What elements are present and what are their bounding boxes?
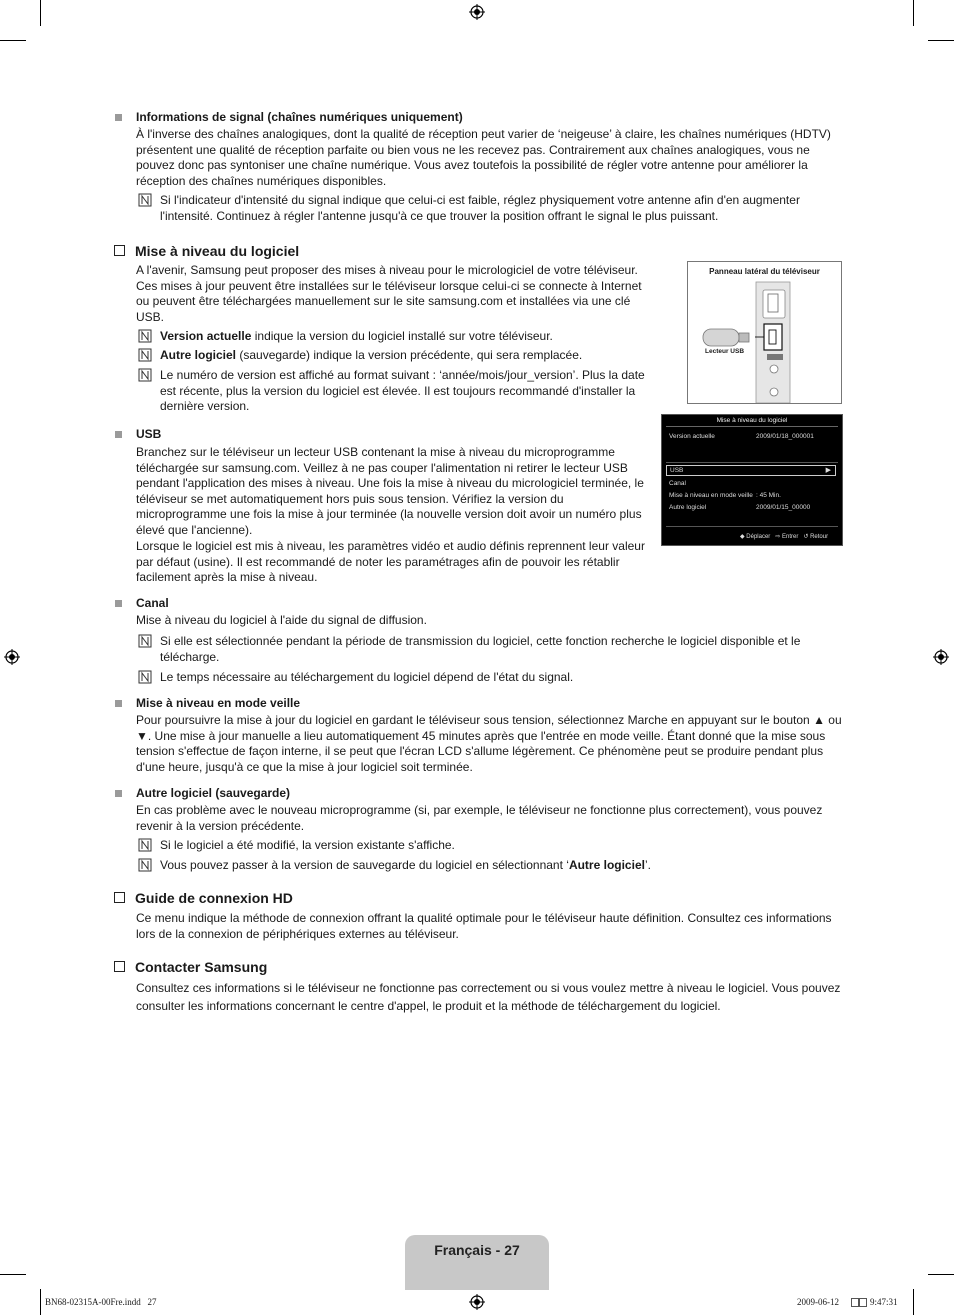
registration-mark-icon [4, 649, 20, 665]
menu-item-alt-software[interactable]: Autre logiciel [669, 504, 707, 511]
crop-mark [0, 1274, 26, 1275]
autre-note-2 [160, 858, 844, 874]
menu-version-label: Version actuelle [669, 433, 715, 440]
footer-date: 2009-06-12 [797, 1297, 839, 1307]
upgrade-note-format: Le numéro de version est affiché au format suivant : ‘année/mois/jour_version’. Plus la date est récente, plus la version du logiciel est élevée. Il est toujours recommandé d'installer la dernière version. [160, 368, 645, 413]
autre-note-1: Si le logiciel a été modifié, la version existante s'affiche. [160, 838, 455, 852]
note-text: Vous pouvez passer à la version de sauvegarde du logiciel en sélectionnant ‘ [160, 858, 569, 872]
menu-title-divider [666, 426, 838, 427]
registration-mark-icon [933, 649, 949, 665]
menu-alt-value: 2009/01/15_00000 [756, 504, 811, 511]
menu-item-label: USB [670, 467, 684, 474]
veille-heading: Mise à niveau en mode veille [136, 696, 301, 710]
note-icon [138, 368, 152, 382]
section-title-text: Guide de connexion HD [135, 890, 293, 906]
upgrade-paragraph: A l'avenir, Samsung peut proposer des mises à niveau pour le micrologiciel de votre téléviseur. Ces mises à jour peuvent être installées sur le téléviseur lorsque celui-ci se connecte à Internet ou peuvent être téléchargées manuellement sur le site samsung.com et installées via une clé USB. [136, 263, 642, 324]
software-upgrade-menu [661, 414, 843, 546]
canal-note-1: Si elle est sélectionnée pendant la période de transmission du logiciel, cette fonction recherche le logiciel disponible et le télécharge. [160, 634, 801, 664]
section-title-text: Contacter Samsung [135, 959, 268, 975]
bullet-square-icon [115, 790, 122, 797]
move-icon: ◆ [740, 534, 745, 540]
crop-mark [913, 0, 914, 26]
hint-move: Déplacer [746, 534, 771, 540]
note-text: (sauvegarde) indique la version précédente, qui sera remplacée. [236, 348, 583, 362]
crop-mark [928, 40, 954, 41]
signal-paragraph: À l'inverse des chaînes analogiques, dont la qualité de réception peut varier de ‘neigeuse’ à claire, les chaînes numériques (HDTV) présentent une qualité de réception parfaite ou bien vous ne les recevez pas. Contrairement aux chaînes analogiques, vous ne pouvez donc pas syntoniser une chaîne numérique. Vous avez toutefois la possibilité de régler votre antenne pour améliorer la réception des chaînes numériques disponibles. [136, 127, 831, 188]
hint-return: Retour [810, 534, 829, 540]
checkbox-square-icon [114, 961, 125, 972]
crop-mark [913, 1289, 914, 1315]
footer-file: BN68-02315A-00Fre.indd 27 [45, 1297, 157, 1307]
section-title-text: Mise à niveau du logiciel [135, 243, 300, 259]
registration-mark-icon [469, 4, 485, 20]
menu-bottom-divider [666, 526, 838, 527]
checkbox-square-icon [114, 892, 125, 903]
bold-term: Version actuelle [160, 329, 252, 343]
bullet-square-icon [115, 431, 122, 438]
hint-enter: Entrer [782, 534, 799, 540]
section-title-hd [114, 890, 293, 906]
note-text: ’. [644, 858, 651, 872]
menu-standby-value: : 45 Min. [756, 492, 781, 499]
bullet-square-icon [115, 700, 122, 707]
registration-mark-icon [469, 1294, 485, 1310]
note-icon [138, 838, 152, 852]
crop-mark [40, 1289, 41, 1315]
signal-note: Si l'indicateur d'intensité du signal indique que celui-ci est faible, réglez physiquement votre antenne afin d'en augmenter l'intensité. Continuez à régler l'antenne jusqu'à ce que trouver la position offrant le signal le plus puissant. [160, 193, 800, 223]
section-title-contact [114, 959, 267, 975]
usb-heading: USB [136, 427, 162, 441]
crop-mark [40, 0, 41, 26]
return-icon: ↺ [803, 534, 809, 540]
note-icon [138, 634, 152, 648]
tv-side-panel-figure [687, 261, 842, 404]
hd-paragraph: Ce menu indique la méthode de connexion offrant la qualité optimale pour le téléviseur haute définition. Consultez ces informations lors de la connexion de périphériques externes au téléviseur. [136, 911, 832, 941]
footer-time: 9:47:31 [870, 1297, 898, 1307]
menu-item-standby[interactable]: Mise à niveau en mode veille [669, 492, 753, 499]
usb-label: Lecteur USB [705, 348, 745, 355]
menu-title: Mise à niveau du logiciel [716, 417, 788, 424]
menu-hints [740, 533, 828, 540]
panel-title: Panneau latéral du téléviseur [709, 267, 820, 276]
upgrade-note-autre [160, 348, 660, 364]
crop-mark [0, 40, 26, 41]
menu-item-canal[interactable]: Canal [669, 480, 686, 487]
section-title-upgrade [114, 243, 299, 259]
enter-icon: ⇨ [775, 534, 781, 540]
note-icon [138, 858, 152, 872]
autre-paragraph: En cas problème avec le nouveau microprogramme (si, par exemple, le téléviseur ne fonctionne plus correctement), vous pouvez revenir à la version précédente. [136, 803, 823, 833]
note-icon [138, 348, 152, 362]
autre-heading: Autre logiciel (sauvegarde) [136, 786, 291, 800]
checkbox-square-icon [114, 245, 125, 256]
bold-term: Autre logiciel [160, 348, 237, 362]
page-label-tab [405, 1235, 549, 1290]
canal-note-2: Le temps nécessaire au téléchargement du logiciel dépend de l'état du signal. [160, 670, 574, 684]
footer-glyph-boxes [859, 1298, 867, 1307]
menu-version-value: 2009/01/18_000001 [756, 433, 814, 440]
bullet-square-icon [115, 114, 122, 121]
bullet-square-icon [115, 600, 122, 607]
menu-divider [666, 462, 838, 463]
usb-paragraph-1: Branchez sur le téléviseur un lecteur USB contenant la mise à niveau du microprogramme téléchargée sur samsung.com. Veillez à ne pas couper l'alimentation ni retirer le lecteur USB pendant l'application des mises à niveau. Une fois la mise à niveau du micrologiciel terminée, le téléviseur se met automatiquement hors puis sous tension. Vérifiez la version du microprogramme une fois la mise à jour terminée (la nouvelle version doit avoir un numéro plus élevé que l'ancienne). [136, 445, 644, 537]
note-icon [138, 670, 152, 684]
tv-side-panel-illustration [688, 278, 841, 403]
note-text: indique la version du logiciel installé sur votre téléviseur. [251, 329, 553, 343]
arrow-right-icon: ▶ [825, 467, 831, 474]
upgrade-note-version [160, 329, 660, 345]
menu-item-usb[interactable] [666, 465, 836, 476]
note-icon [138, 329, 152, 343]
footer-glyph-boxes [851, 1298, 859, 1307]
bold-term: Autre logiciel [568, 858, 645, 872]
canal-paragraph: Mise à niveau du logiciel à l'aide du signal de diffusion. [136, 613, 427, 627]
contact-paragraph: Consultez ces informations si le téléviseur ne fonctionne pas correctement ou si vous voulez mettre à niveau le logiciel. Vous pouvez consulter les informations concernant le centre d'appel, le produit et la méthode de téléchargement du logiciel. [136, 981, 841, 1013]
usb-paragraph-2: Lorsque le logiciel est mis à niveau, les paramètres vidéo et audio définis reprennent leur valeur par défaut (usine). Il est recommandé de noter les paramétrages afin de pouvoir les rétablir facilement après la mise à niveau. [136, 539, 645, 584]
crop-mark [928, 1274, 954, 1275]
note-icon [138, 193, 152, 207]
veille-paragraph: Pour poursuivre la mise à jour du logiciel en gardant le téléviseur sous tension, sélectionnez Marche en appuyant sur le bouton ▲ ou ▼. Une mise à jour manuelle a lieu automatiquement 45 minutes après que l'entrée en mode veille. Étant donné que la mise sous tension s'effectue de façon interne, il se peut que l'écran LCD s'allume légèrement. Ce phénomène peut se produire pendant plus d'une heure, jusqu'à ce que la mise à jour logiciel soit terminée. [136, 713, 842, 774]
page-label: Français - 27 [434, 1242, 520, 1258]
signal-heading: Informations de signal (chaînes numériques uniquement) [136, 110, 463, 124]
canal-heading: Canal [136, 596, 169, 610]
